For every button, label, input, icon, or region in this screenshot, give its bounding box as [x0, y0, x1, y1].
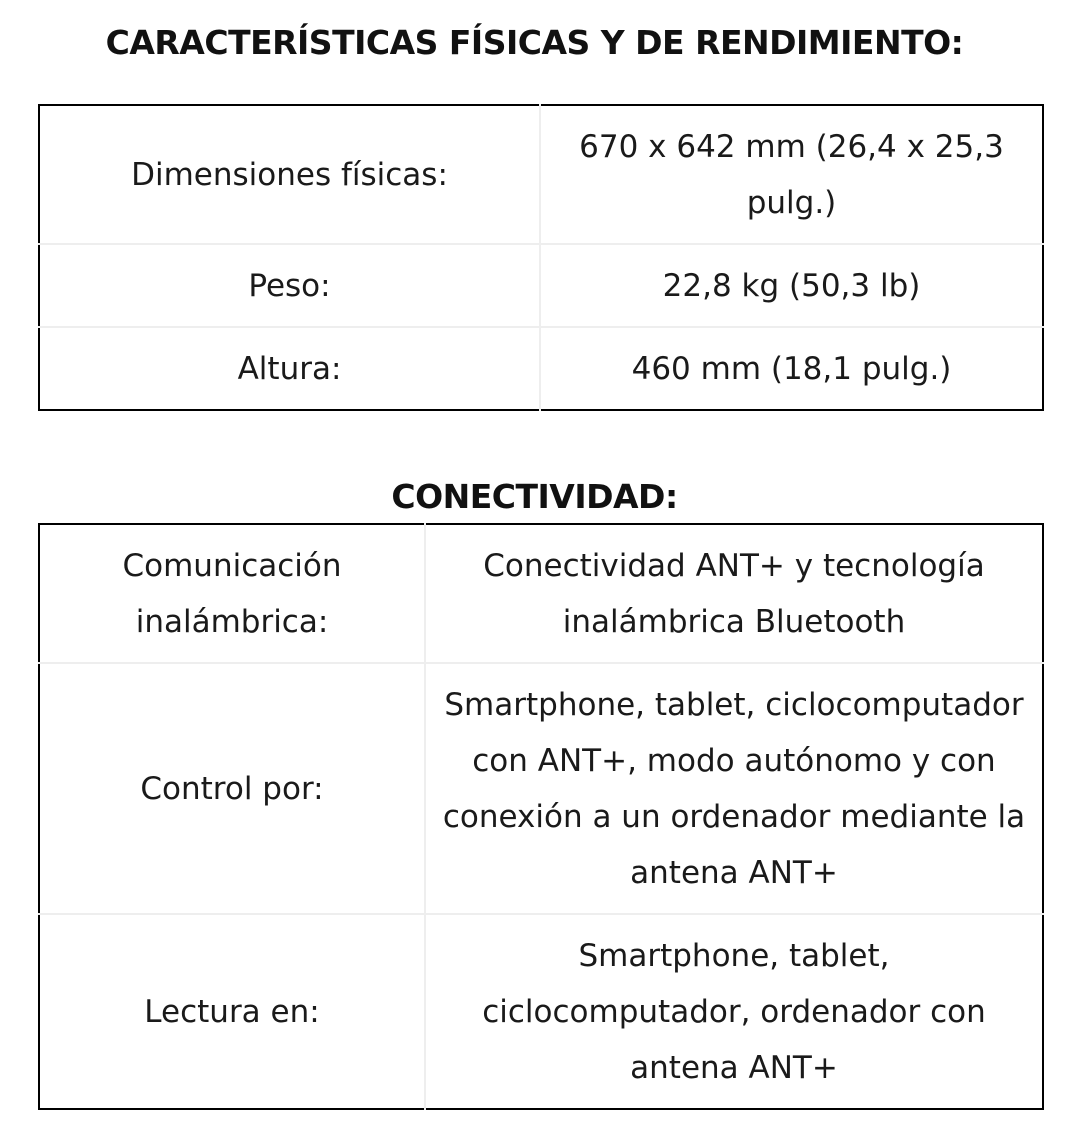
- spec-value-height: 460 mm (18,1 pulg.): [540, 327, 1043, 410]
- connectivity-section-title: CONECTIVIDAD:: [391, 477, 678, 516]
- spec-value-weight: 22,8 kg (50,3 lb): [540, 244, 1043, 327]
- physical-section-title: CARACTERÍSTICAS FÍSICAS Y DE RENDIMIENTO:: [105, 23, 964, 62]
- spec-label-readout: Lectura en:: [39, 914, 425, 1109]
- table-row: [39, 105, 1043, 244]
- spec-value-dimensions: 670 x 642 mm (26,4 x 25,3 pulg.): [540, 105, 1043, 244]
- table-row: [39, 327, 1043, 410]
- spec-label-wireless: Comunicación inalámbrica:: [39, 524, 425, 663]
- physical-specs-table: [38, 104, 1044, 411]
- spec-label-height: Altura:: [39, 327, 540, 410]
- spec-value-readout: Smartphone, tablet, ciclocomputador, ordenador con antena ANT+: [425, 914, 1043, 1109]
- table-row: [39, 914, 1043, 1109]
- spec-value-wireless: Conectividad ANT+ y tecnología inalámbrica Bluetooth: [425, 524, 1043, 663]
- spec-label-weight: Peso:: [39, 244, 540, 327]
- spec-value-control: Smartphone, tablet, ciclocomputador con ANT+, modo autónomo y con conexión a un ordenador mediante la antena ANT+: [425, 663, 1043, 914]
- table-row: [39, 663, 1043, 914]
- spec-label-dimensions: Dimensiones físicas:: [39, 105, 540, 244]
- connectivity-specs-table: [38, 523, 1044, 1110]
- table-row: [39, 524, 1043, 663]
- table-row: [39, 244, 1043, 327]
- spec-label-control: Control por:: [39, 663, 425, 914]
